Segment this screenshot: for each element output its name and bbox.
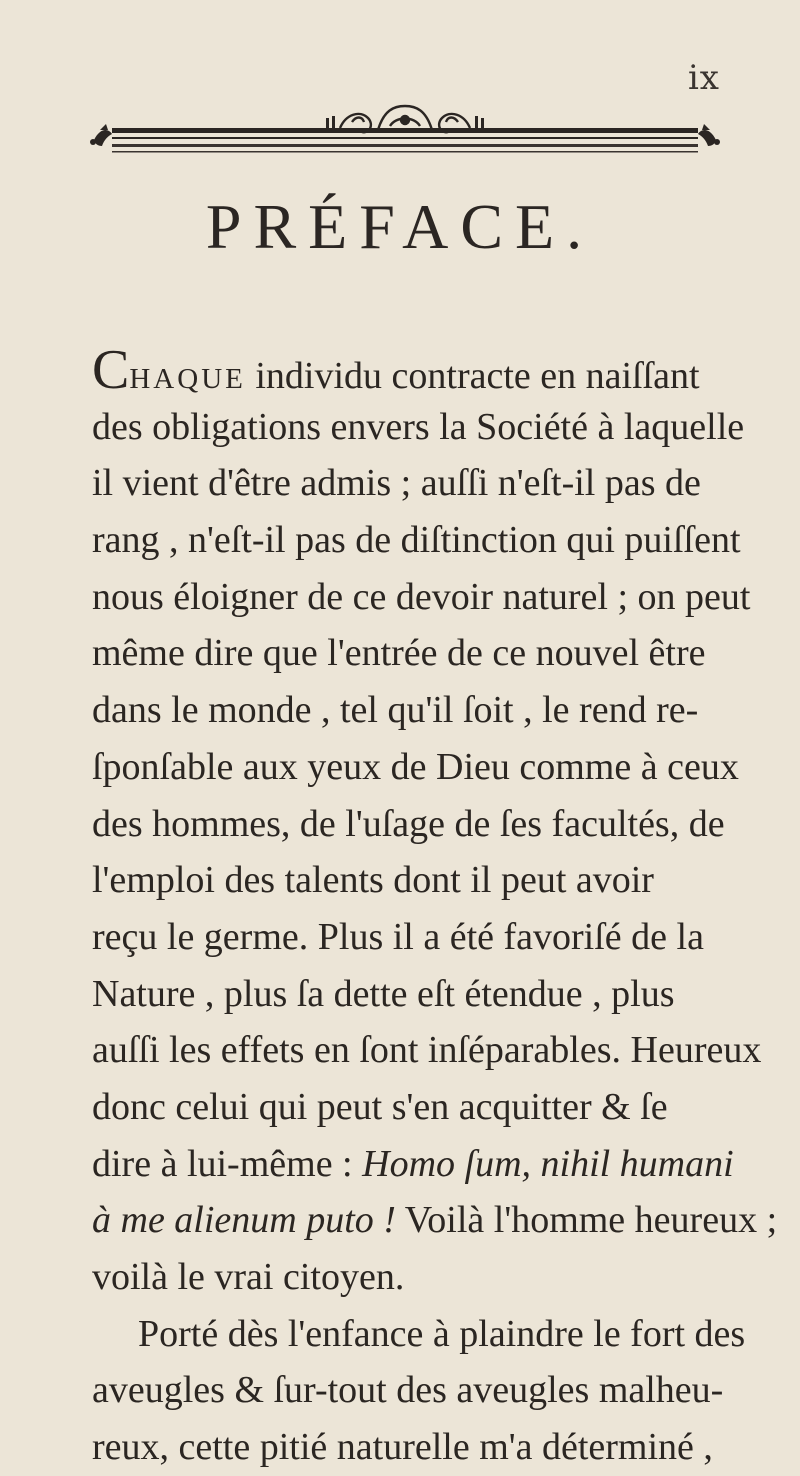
text-line: même dire que l'entrée de ce nouvel être (92, 632, 706, 675)
text-line: nous éloigner de ce devoir naturel ; on peut (92, 575, 751, 618)
text-line: Nature , plus ſa dette eſt étendue , plus (92, 972, 675, 1015)
text-line: reux, cette pitié naturelle m'a déterminé , (92, 1426, 713, 1469)
text-line-rest: individu contracte en naiſſant (245, 355, 700, 397)
text-line: il vient d'être admis ; auſſi n'eſt-il pas de (92, 462, 701, 505)
right-fleuron-icon (698, 124, 720, 146)
left-fleuron-icon (90, 124, 112, 146)
small-caps-word: HAQUE (129, 363, 246, 395)
text-line (92, 1192, 778, 1249)
text-line: ſponſable aux yeux de Dieu comme à ceux (92, 745, 739, 788)
latin-quote: Homo ſum, nihil humani (362, 1142, 734, 1185)
body-text (92, 339, 778, 1476)
text-line (92, 339, 722, 401)
drop-cap: C (92, 339, 130, 401)
text-line: aveugles & ſur-tout des aveugles malheu- (92, 1369, 724, 1412)
text-line (92, 1136, 734, 1193)
text-line: dans le monde , tel qu'il ſoit , le rend re- (92, 689, 699, 732)
text-line: l'emploi des talents dont il peut avoir (92, 859, 654, 902)
text-line: rang , n'eſt-il pas de diſtinction qui puiſſent (92, 519, 741, 562)
decorative-headpiece-ornament (90, 100, 720, 172)
text-line: donc celui qui peut s'en acquitter & ſe (92, 1085, 668, 1128)
page-number: ix (687, 58, 720, 98)
text-line: des hommes, de l'uſage de ſes facultés, de (92, 802, 725, 845)
text-line: Porté dès l'enfance à plaindre le fort des (138, 1312, 746, 1355)
text-plain: dire à lui-même : (92, 1142, 363, 1185)
text-line: des obligations envers la Société à laquelle (92, 405, 745, 448)
text-line: auſſi les effets en ſont inſéparables. Heureux (92, 1029, 762, 1072)
text-line: reçu le germe. Plus il a été favoriſé de la (92, 915, 704, 958)
preface-title: PRÉFACE. (205, 191, 595, 262)
latin-quote: à me alienum puto ! (92, 1199, 396, 1242)
text-line: voilà le vrai citoyen. (92, 1256, 405, 1298)
text-plain: Voilà l'homme heureux ; (395, 1199, 778, 1242)
